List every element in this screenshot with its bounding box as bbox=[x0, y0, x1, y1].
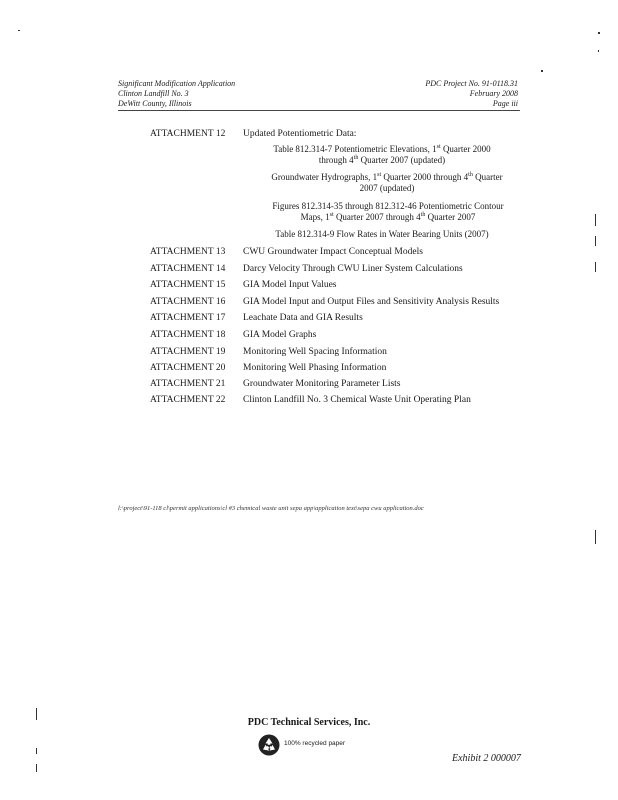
sub-item-potentiometric-elevations: Table 812.314-7 Potentiometric Elevations, 1st Quarter 2000 through 4th Quarter 2007 (updated) bbox=[273, 144, 491, 165]
attachment-label: ATTACHMENT 14 bbox=[150, 264, 226, 274]
scan-speck bbox=[595, 530, 596, 544]
attachment-label: ATTACHMENT 13 bbox=[150, 247, 226, 257]
attachment-title: Updated Potentiometric Data: bbox=[243, 129, 357, 139]
scan-speck bbox=[598, 32, 600, 34]
scan-speck bbox=[36, 764, 37, 772]
attachment-label: ATTACHMENT 20 bbox=[150, 363, 226, 373]
scan-speck bbox=[598, 50, 599, 52]
attachment-title: GIA Model Graphs bbox=[243, 330, 317, 340]
attachment-label: ATTACHMENT 19 bbox=[150, 347, 226, 357]
scan-speck bbox=[595, 214, 596, 226]
county-name: DeWitt County, Illinois bbox=[118, 99, 192, 108]
attachment-label: ATTACHMENT 16 bbox=[150, 297, 226, 307]
sub-item-groundwater-hydrographs: Groundwater Hydrographs, 1st Quarter 2000 through 4th Quarter 2007 (updated) bbox=[271, 172, 503, 193]
scan-speck bbox=[595, 236, 596, 246]
attachment-title: Darcy Velocity Through CWU Liner System Calculations bbox=[243, 264, 463, 274]
scan-speck bbox=[36, 708, 37, 720]
header-left bbox=[118, 79, 235, 109]
attachment-label: ATTACHMENT 21 bbox=[150, 379, 226, 389]
page-number: Page iii bbox=[492, 99, 518, 108]
attachment-title: Clinton Landfill No. 3 Chemical Waste Unit Operating Plan bbox=[243, 395, 471, 405]
scan-speck bbox=[18, 30, 20, 31]
header-right bbox=[400, 79, 518, 109]
document-date: February 2008 bbox=[469, 89, 518, 98]
attachment-title: Groundwater Monitoring Parameter Lists bbox=[243, 379, 401, 389]
attachment-title: GIA Model Input Values bbox=[243, 280, 337, 290]
attachment-title: GIA Model Input and Output Files and Sensitivity Analysis Results bbox=[243, 297, 500, 307]
attachment-title: CWU Groundwater Impact Conceptual Models bbox=[243, 247, 423, 257]
application-title: Significant Modification Application bbox=[118, 79, 236, 88]
sub-item-flow-rates: Table 812.314-9 Flow Rates in Water Bearing Units (2007) bbox=[275, 229, 489, 239]
attachment-label: ATTACHMENT 15 bbox=[150, 280, 226, 290]
scan-speck bbox=[595, 262, 596, 272]
attachment-label: ATTACHMENT 18 bbox=[150, 330, 226, 340]
attachment-label: ATTACHMENT 12 bbox=[150, 129, 226, 139]
document-file-path: l:\project\91-118 cl\permit applications\cl #3 chemical waste unit sepa app\application text\sepa cwu application.doc bbox=[118, 505, 424, 512]
scan-speck bbox=[36, 748, 37, 754]
attachment-label: ATTACHMENT 22 bbox=[150, 395, 226, 405]
project-number: PDC Project No. 91-0118.31 bbox=[425, 79, 518, 88]
attachment-label: ATTACHMENT 17 bbox=[150, 313, 226, 323]
site-name: Clinton Landfill No. 3 bbox=[118, 89, 189, 98]
sub-item-potentiometric-contour-maps: Figures 812.314-35 through 812.312-46 Potentiometric Contour Maps, 1st Quarter 2007 through 4th Quarter 2007 bbox=[272, 201, 504, 222]
company-name: PDC Technical Services, Inc. bbox=[247, 717, 371, 728]
exhibit-stamp: Exhibit 2 000007 bbox=[452, 753, 521, 764]
header-divider bbox=[118, 110, 520, 111]
attachment-title: Monitoring Well Spacing Information bbox=[243, 347, 387, 357]
recycled-paper-note: 100% recycled paper bbox=[284, 740, 346, 747]
attachment-title: Leachate Data and GIA Results bbox=[243, 313, 363, 323]
scan-speck bbox=[541, 70, 543, 72]
attachment-title: Monitoring Well Phasing Information bbox=[243, 363, 387, 373]
recycle-icon bbox=[258, 734, 280, 756]
